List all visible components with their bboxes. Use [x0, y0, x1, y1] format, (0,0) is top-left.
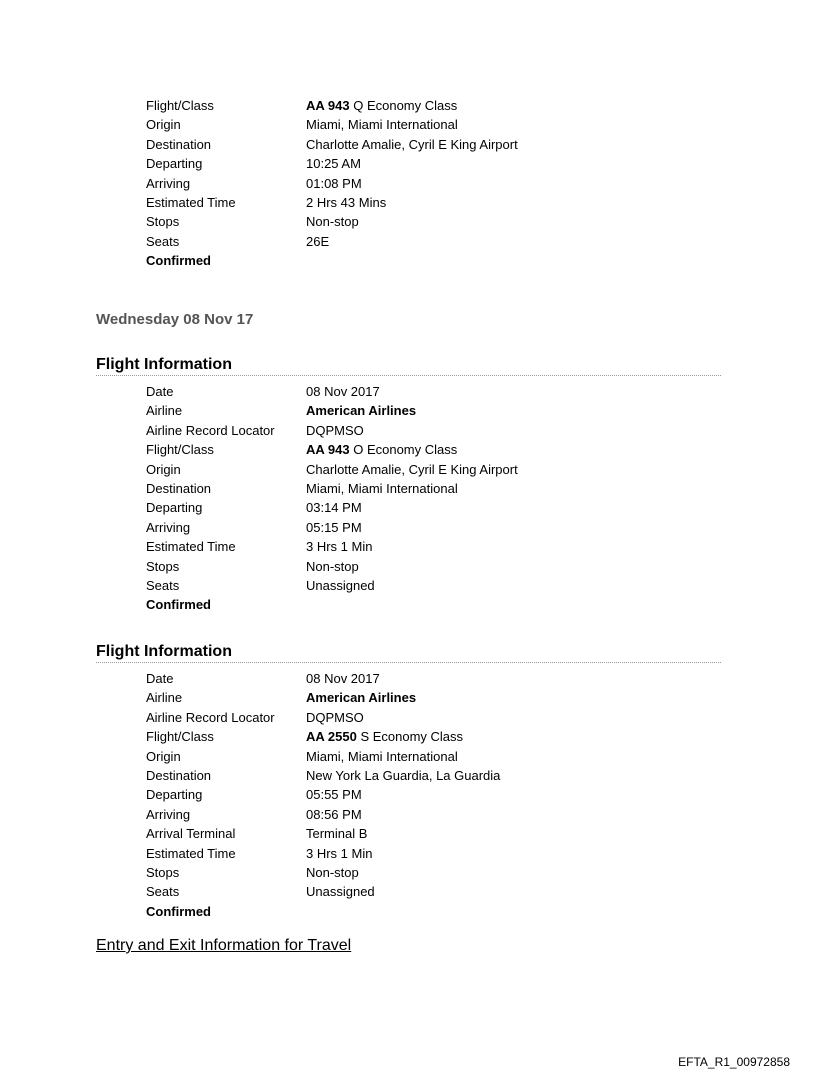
section-heading-flight-information: Flight Information: [96, 356, 721, 376]
detail-row: [146, 688, 746, 707]
detail-value: [306, 96, 457, 115]
detail-row: [146, 382, 746, 401]
detail-label: Estimated Time: [146, 845, 236, 861]
detail-row: [146, 766, 746, 785]
detail-value: 08:56 PM: [306, 806, 362, 822]
detail-row: [146, 747, 746, 766]
detail-row: [146, 115, 746, 134]
detail-label: Destination: [146, 767, 212, 783]
detail-row: [146, 669, 746, 688]
detail-value: 05:55 PM: [306, 787, 362, 803]
detail-row: [146, 401, 746, 420]
detail-value: American Airlines: [306, 403, 417, 419]
detail-label: Departing: [146, 156, 203, 172]
detail-value: Non-stop: [306, 214, 359, 230]
detail-row: [146, 421, 746, 440]
flight-2-rows: [146, 382, 746, 595]
detail-value: Non-stop: [306, 558, 359, 574]
detail-label: Seats: [146, 884, 180, 900]
detail-label: Airline Record Locator: [146, 422, 275, 438]
detail-label: Departing: [146, 787, 203, 803]
flight-details-1: [146, 96, 746, 271]
document-id: EFTA_R1_00972858: [678, 1055, 790, 1069]
detail-label: Destination: [146, 136, 212, 152]
detail-row: [146, 805, 746, 824]
detail-row: [146, 440, 746, 459]
detail-row: [146, 212, 746, 231]
detail-label: Airline: [146, 690, 183, 706]
detail-value: Unassigned: [306, 884, 375, 900]
detail-value: Miami, Miami International: [306, 480, 458, 496]
flight-code: AA 943: [306, 442, 350, 458]
detail-value: Non-stop: [306, 864, 359, 880]
detail-value: [306, 440, 457, 459]
detail-value: 08 Nov 2017: [306, 384, 380, 399]
detail-row: [146, 193, 746, 212]
detail-value: 10:25 AM: [306, 156, 361, 172]
detail-row: [146, 479, 746, 498]
detail-label: Departing: [146, 500, 203, 516]
detail-row: [146, 518, 746, 537]
flight-3-rows: [146, 669, 746, 902]
detail-value: 03:14 PM: [306, 500, 362, 516]
section-heading-flight-information: Flight Information: [96, 643, 721, 663]
detail-row: [146, 174, 746, 193]
detail-value: 2 Hrs 43 Mins: [306, 194, 387, 210]
detail-value: Charlotte Amalie, Cyril E King Airport: [306, 461, 518, 477]
detail-row: [146, 498, 746, 517]
detail-label: Seats: [146, 233, 180, 249]
detail-label: Seats: [146, 577, 180, 593]
detail-row: [146, 882, 746, 901]
detail-label: Airline: [146, 403, 183, 419]
detail-value: 01:08 PM: [306, 175, 362, 191]
detail-label: Destination: [146, 480, 212, 496]
detail-row: [146, 154, 746, 173]
detail-row: [146, 727, 746, 746]
detail-row: [146, 708, 746, 727]
detail-label: Arriving: [146, 519, 191, 535]
detail-label: Flight/Class: [146, 98, 214, 113]
detail-row: [146, 576, 746, 595]
detail-label: Stops: [146, 214, 180, 230]
detail-row: [146, 135, 746, 154]
detail-label: Flight/Class: [146, 729, 214, 745]
detail-label: Stops: [146, 558, 180, 574]
detail-label: Date: [146, 671, 174, 686]
flight-code: AA 2550: [306, 729, 357, 745]
detail-label: Airline Record Locator: [146, 709, 275, 725]
detail-row: [146, 460, 746, 479]
flight-details-3: [146, 669, 746, 921]
booking-status: Confirmed: [146, 597, 211, 613]
detail-value: Miami, Miami International: [306, 117, 458, 133]
detail-label: Estimated Time: [146, 194, 236, 210]
detail-row: [146, 824, 746, 843]
detail-row: [146, 96, 746, 115]
detail-value: 26E: [306, 233, 330, 249]
flight-class: O Economy Class: [349, 442, 458, 458]
detail-value: New York La Guardia, La Guardia: [306, 767, 501, 783]
detail-value: 05:15 PM: [306, 519, 362, 535]
detail-value: [306, 727, 463, 746]
detail-label: Origin: [146, 748, 181, 764]
detail-value: DQPMSO: [306, 422, 364, 438]
flight-code: AA 943: [306, 98, 350, 113]
detail-value: Terminal B: [306, 826, 368, 842]
detail-row: [146, 557, 746, 576]
booking-status: Confirmed: [146, 903, 211, 919]
detail-label: Arriving: [146, 806, 191, 822]
detail-label: Stops: [146, 864, 180, 880]
flight-details-2: [146, 382, 746, 615]
detail-label: Estimated Time: [146, 539, 236, 555]
detail-label: Flight/Class: [146, 442, 214, 458]
day-heading: Wednesday 08 Nov 17: [96, 311, 254, 328]
entry-exit-information-link[interactable]: Entry and Exit Information for Travel: [96, 937, 352, 954]
detail-value: 3 Hrs 1 Min: [306, 539, 373, 555]
detail-label: Arrival Terminal: [146, 826, 236, 842]
detail-value: Charlotte Amalie, Cyril E King Airport: [306, 136, 518, 152]
detail-label: Arriving: [146, 175, 191, 191]
detail-row: [146, 785, 746, 804]
detail-value: 3 Hrs 1 Min: [306, 845, 373, 861]
detail-value: American Airlines: [306, 690, 417, 706]
booking-status: Confirmed: [146, 253, 211, 269]
flight-class: Q Economy Class: [349, 98, 458, 113]
detail-row: [146, 844, 746, 863]
detail-label: Date: [146, 384, 174, 399]
detail-row: [146, 232, 746, 251]
detail-value: DQPMSO: [306, 709, 364, 725]
flight-class: S Economy Class: [356, 729, 464, 745]
detail-value: 08 Nov 2017: [306, 671, 380, 686]
detail-value: Unassigned: [306, 577, 375, 593]
detail-row: [146, 863, 746, 882]
detail-row: [146, 537, 746, 556]
detail-label: Origin: [146, 117, 181, 133]
detail-value: Miami, Miami International: [306, 748, 458, 764]
flight-1-rows: [146, 96, 746, 251]
detail-label: Origin: [146, 461, 181, 477]
